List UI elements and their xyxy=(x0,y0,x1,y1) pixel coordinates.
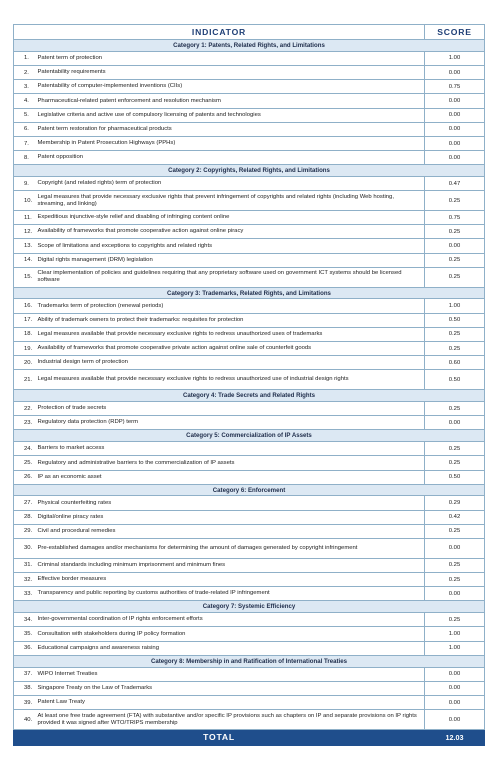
indicator-label: Scope of limitations and exceptions to copyrights and related rights xyxy=(36,239,425,253)
indicator-label: IP as an economic asset xyxy=(36,470,425,484)
category-header-row xyxy=(14,430,485,442)
indicator-row xyxy=(14,416,485,430)
indicator-label: Patentability of computer-implemented inventions (CIIs) xyxy=(36,80,425,94)
indicator-number: 10. xyxy=(14,191,36,211)
indicator-row xyxy=(14,524,485,538)
indicator-label: Patent term restoration for pharmaceutical products xyxy=(36,122,425,136)
indicator-score-table-container xyxy=(13,24,484,746)
indicator-label: Regulatory data protection (RDP) term xyxy=(36,416,425,430)
indicator-score: 0.00 xyxy=(425,681,485,695)
indicator-label: Trademarks term of protection (renewal periods) xyxy=(36,299,425,313)
indicator-row xyxy=(14,267,485,287)
indicator-label: Legal measures that provide necessary exclusive rights that prevent infringement of copyrights and related rights (including Web hosting, streaming, and linking) xyxy=(36,191,425,211)
indicator-score: 1.00 xyxy=(425,51,485,65)
indicator-row xyxy=(14,613,485,627)
category-title: Category 4: Trade Secrets and Related Rights xyxy=(14,390,485,402)
indicator-number: 5. xyxy=(14,108,36,122)
indicator-label: At least one free trade agreement (FTA) with substantive and/or specific IP provisions such as chapters on IP and separate provisions on IP rights provided it was signed after WTO/TRIPS membership xyxy=(36,710,425,730)
indicator-score: 0.00 xyxy=(425,710,485,730)
indicator-row xyxy=(14,239,485,253)
indicator-number: 31. xyxy=(14,558,36,572)
indicator-score: 0.25 xyxy=(425,327,485,341)
indicator-score: 0.00 xyxy=(425,122,485,136)
indicator-row xyxy=(14,370,485,390)
indicator-score: 1.00 xyxy=(425,641,485,655)
indicator-number: 17. xyxy=(14,313,36,327)
indicator-number: 36. xyxy=(14,641,36,655)
indicator-label: Expeditious injunctive-style relief and disabling of infringing content online xyxy=(36,211,425,225)
category-header-row xyxy=(14,484,485,496)
indicator-row xyxy=(14,313,485,327)
indicator-number: 1. xyxy=(14,51,36,65)
indicator-number: 13. xyxy=(14,239,36,253)
indicator-score: 0.25 xyxy=(425,341,485,355)
category-header-row xyxy=(14,287,485,299)
indicator-score: 0.25 xyxy=(425,524,485,538)
indicator-row xyxy=(14,573,485,587)
total-score: 12.03 xyxy=(425,729,485,745)
indicator-label: WIPO Internet Treaties xyxy=(36,667,425,681)
indicator-score: 0.00 xyxy=(425,416,485,430)
indicator-label: Membership in Patent Prosecution Highways (PPHs) xyxy=(36,136,425,150)
indicator-label: Barriers to market access xyxy=(36,442,425,456)
indicator-label: Criminal standards including minimum imprisonment and minimum fines xyxy=(36,558,425,572)
indicator-label: Digital/online piracy rates xyxy=(36,510,425,524)
table-body xyxy=(14,40,485,730)
indicator-score: 0.75 xyxy=(425,80,485,94)
indicator-row xyxy=(14,558,485,572)
indicator-score: 0.60 xyxy=(425,356,485,370)
indicator-score: 0.75 xyxy=(425,211,485,225)
indicator-score: 0.50 xyxy=(425,470,485,484)
indicator-number: 38. xyxy=(14,681,36,695)
indicator-label: Industrial design term of protection xyxy=(36,356,425,370)
indicator-row xyxy=(14,539,485,559)
indicator-score: 0.29 xyxy=(425,496,485,510)
category-title: Category 6: Enforcement xyxy=(14,484,485,496)
indicator-row xyxy=(14,496,485,510)
indicator-row xyxy=(14,108,485,122)
table-header-row xyxy=(14,25,485,40)
indicator-number: 15. xyxy=(14,267,36,287)
indicator-row xyxy=(14,681,485,695)
indicator-number: 24. xyxy=(14,442,36,456)
indicator-label: Legislative criteria and active use of compulsory licensing of patents and technologies xyxy=(36,108,425,122)
indicator-number: 2. xyxy=(14,65,36,79)
indicator-label: Consultation with stakeholders during IP policy formation xyxy=(36,627,425,641)
indicator-number: 8. xyxy=(14,151,36,165)
indicator-row xyxy=(14,191,485,211)
indicator-row xyxy=(14,211,485,225)
category-title: Category 1: Patents, Related Rights, and Limitations xyxy=(14,40,485,52)
indicator-label: Availability of frameworks that promote cooperative action against online piracy xyxy=(36,225,425,239)
indicator-number: 16. xyxy=(14,299,36,313)
indicator-score: 0.50 xyxy=(425,370,485,390)
indicator-label: Patentability requirements xyxy=(36,65,425,79)
indicator-score: 0.25 xyxy=(425,253,485,267)
indicator-row xyxy=(14,253,485,267)
indicator-number: 4. xyxy=(14,94,36,108)
indicator-number: 20. xyxy=(14,356,36,370)
indicator-label: Educational campaigns and awareness raising xyxy=(36,641,425,655)
indicator-score: 0.25 xyxy=(425,267,485,287)
category-header-row xyxy=(14,40,485,52)
indicator-row xyxy=(14,341,485,355)
indicator-score: 0.50 xyxy=(425,313,485,327)
category-header-row xyxy=(14,165,485,177)
indicator-label: Copyright (and related rights) term of protection xyxy=(36,177,425,191)
indicator-row xyxy=(14,136,485,150)
indicator-number: 28. xyxy=(14,510,36,524)
indicator-row xyxy=(14,151,485,165)
indicator-label: Civil and procedural remedies xyxy=(36,524,425,538)
indicator-label: Singapore Treaty on the Law of Trademarks xyxy=(36,681,425,695)
category-title: Category 8: Membership in and Ratification of International Treaties xyxy=(14,655,485,667)
indicator-row xyxy=(14,122,485,136)
category-title: Category 3: Trademarks, Related Rights, and Limitations xyxy=(14,287,485,299)
indicator-label: Pharmaceutical-related patent enforcement and resolution mechanism xyxy=(36,94,425,108)
indicator-row xyxy=(14,442,485,456)
indicator-score: 0.00 xyxy=(425,151,485,165)
indicator-label: Regulatory and administrative barriers to the commercialization of IP assets xyxy=(36,456,425,470)
indicator-label: Ability of trademark owners to protect their trademarks: requisites for protection xyxy=(36,313,425,327)
indicator-row xyxy=(14,627,485,641)
indicator-row xyxy=(14,177,485,191)
indicator-label: Physical counterfeiting rates xyxy=(36,496,425,510)
indicator-number: 18. xyxy=(14,327,36,341)
indicator-row xyxy=(14,65,485,79)
indicator-row xyxy=(14,470,485,484)
indicator-number: 27. xyxy=(14,496,36,510)
indicator-label: Patent term of protection xyxy=(36,51,425,65)
indicator-score: 0.25 xyxy=(425,401,485,415)
indicator-score: 0.25 xyxy=(425,456,485,470)
indicator-number: 14. xyxy=(14,253,36,267)
indicator-number: 3. xyxy=(14,80,36,94)
category-header-row xyxy=(14,601,485,613)
indicator-label: Patent Law Treaty xyxy=(36,695,425,709)
indicator-label: Protection of trade secrets xyxy=(36,401,425,415)
indicator-row xyxy=(14,94,485,108)
indicator-row xyxy=(14,299,485,313)
score-column-header: SCORE xyxy=(425,25,485,40)
indicator-row xyxy=(14,225,485,239)
indicator-score: 0.00 xyxy=(425,695,485,709)
indicator-row xyxy=(14,456,485,470)
indicator-label: Patent opposition xyxy=(36,151,425,165)
indicator-label: Availability of frameworks that promote cooperative private action against online sale of counterfeit goods xyxy=(36,341,425,355)
category-title: Category 7: Systemic Efficiency xyxy=(14,601,485,613)
indicator-score: 0.25 xyxy=(425,225,485,239)
indicator-row xyxy=(14,327,485,341)
indicator-number: 40. xyxy=(14,710,36,730)
indicator-number: 25. xyxy=(14,456,36,470)
indicator-number: 29. xyxy=(14,524,36,538)
indicator-number: 26. xyxy=(14,470,36,484)
indicator-score: 0.25 xyxy=(425,191,485,211)
category-header-row xyxy=(14,390,485,402)
indicator-number: 37. xyxy=(14,667,36,681)
indicator-column-header: INDICATOR xyxy=(14,25,425,40)
category-title: Category 5: Commercialization of IP Assets xyxy=(14,430,485,442)
indicator-label: Effective border measures xyxy=(36,573,425,587)
indicator-score: 0.00 xyxy=(425,65,485,79)
indicator-number: 22. xyxy=(14,401,36,415)
indicator-label: Legal measures available that provide necessary exclusive rights to redress unauthorized uses of trademarks xyxy=(36,327,425,341)
indicator-row xyxy=(14,695,485,709)
indicator-number: 35. xyxy=(14,627,36,641)
indicator-row xyxy=(14,401,485,415)
indicator-score: 0.00 xyxy=(425,136,485,150)
indicator-row xyxy=(14,667,485,681)
indicator-number: 39. xyxy=(14,695,36,709)
indicator-row xyxy=(14,587,485,601)
indicator-label: Legal measures available that provide necessary exclusive rights to redress unauthorized use of industrial design rights xyxy=(36,370,425,390)
indicator-number: 30. xyxy=(14,539,36,559)
indicator-label: Clear implementation of policies and guidelines requiring that any proprietary software used on government ICT systems should be licensed software xyxy=(36,267,425,287)
indicator-number: 21. xyxy=(14,370,36,390)
indicator-number: 23. xyxy=(14,416,36,430)
indicator-score: 0.25 xyxy=(425,573,485,587)
indicator-score: 0.00 xyxy=(425,239,485,253)
indicator-score: 1.00 xyxy=(425,627,485,641)
indicator-row xyxy=(14,80,485,94)
indicator-score: 0.25 xyxy=(425,558,485,572)
indicator-row xyxy=(14,641,485,655)
indicator-score: 1.00 xyxy=(425,299,485,313)
indicator-number: 19. xyxy=(14,341,36,355)
indicator-number: 32. xyxy=(14,573,36,587)
total-row xyxy=(14,729,485,745)
indicator-number: 7. xyxy=(14,136,36,150)
indicator-score: 0.00 xyxy=(425,667,485,681)
indicator-score: 0.25 xyxy=(425,613,485,627)
indicator-row xyxy=(14,356,485,370)
indicator-label: Transparency and public reporting by customs authorities of trade-related IP infringement xyxy=(36,587,425,601)
indicator-score: 0.00 xyxy=(425,94,485,108)
indicator-number: 11. xyxy=(14,211,36,225)
indicator-number: 33. xyxy=(14,587,36,601)
indicator-row xyxy=(14,710,485,730)
indicator-score: 0.00 xyxy=(425,587,485,601)
indicator-label: Digital rights management (DRM) legislation xyxy=(36,253,425,267)
indicator-score: 0.25 xyxy=(425,442,485,456)
indicator-number: 12. xyxy=(14,225,36,239)
indicator-score: 0.47 xyxy=(425,177,485,191)
indicator-number: 9. xyxy=(14,177,36,191)
indicator-score-table xyxy=(13,24,485,746)
indicator-row xyxy=(14,510,485,524)
indicator-score: 0.00 xyxy=(425,108,485,122)
indicator-score: 0.00 xyxy=(425,539,485,559)
indicator-number: 6. xyxy=(14,122,36,136)
indicator-label: Inter-governmental coordination of IP rights enforcement efforts xyxy=(36,613,425,627)
indicator-row xyxy=(14,51,485,65)
indicator-label: Pre-established damages and/or mechanisms for determining the amount of damages generated by copyright infringement xyxy=(36,539,425,559)
total-label: TOTAL xyxy=(14,729,425,745)
category-header-row xyxy=(14,655,485,667)
indicator-score: 0.42 xyxy=(425,510,485,524)
category-title: Category 2: Copyrights, Related Rights, and Limitations xyxy=(14,165,485,177)
indicator-number: 34. xyxy=(14,613,36,627)
